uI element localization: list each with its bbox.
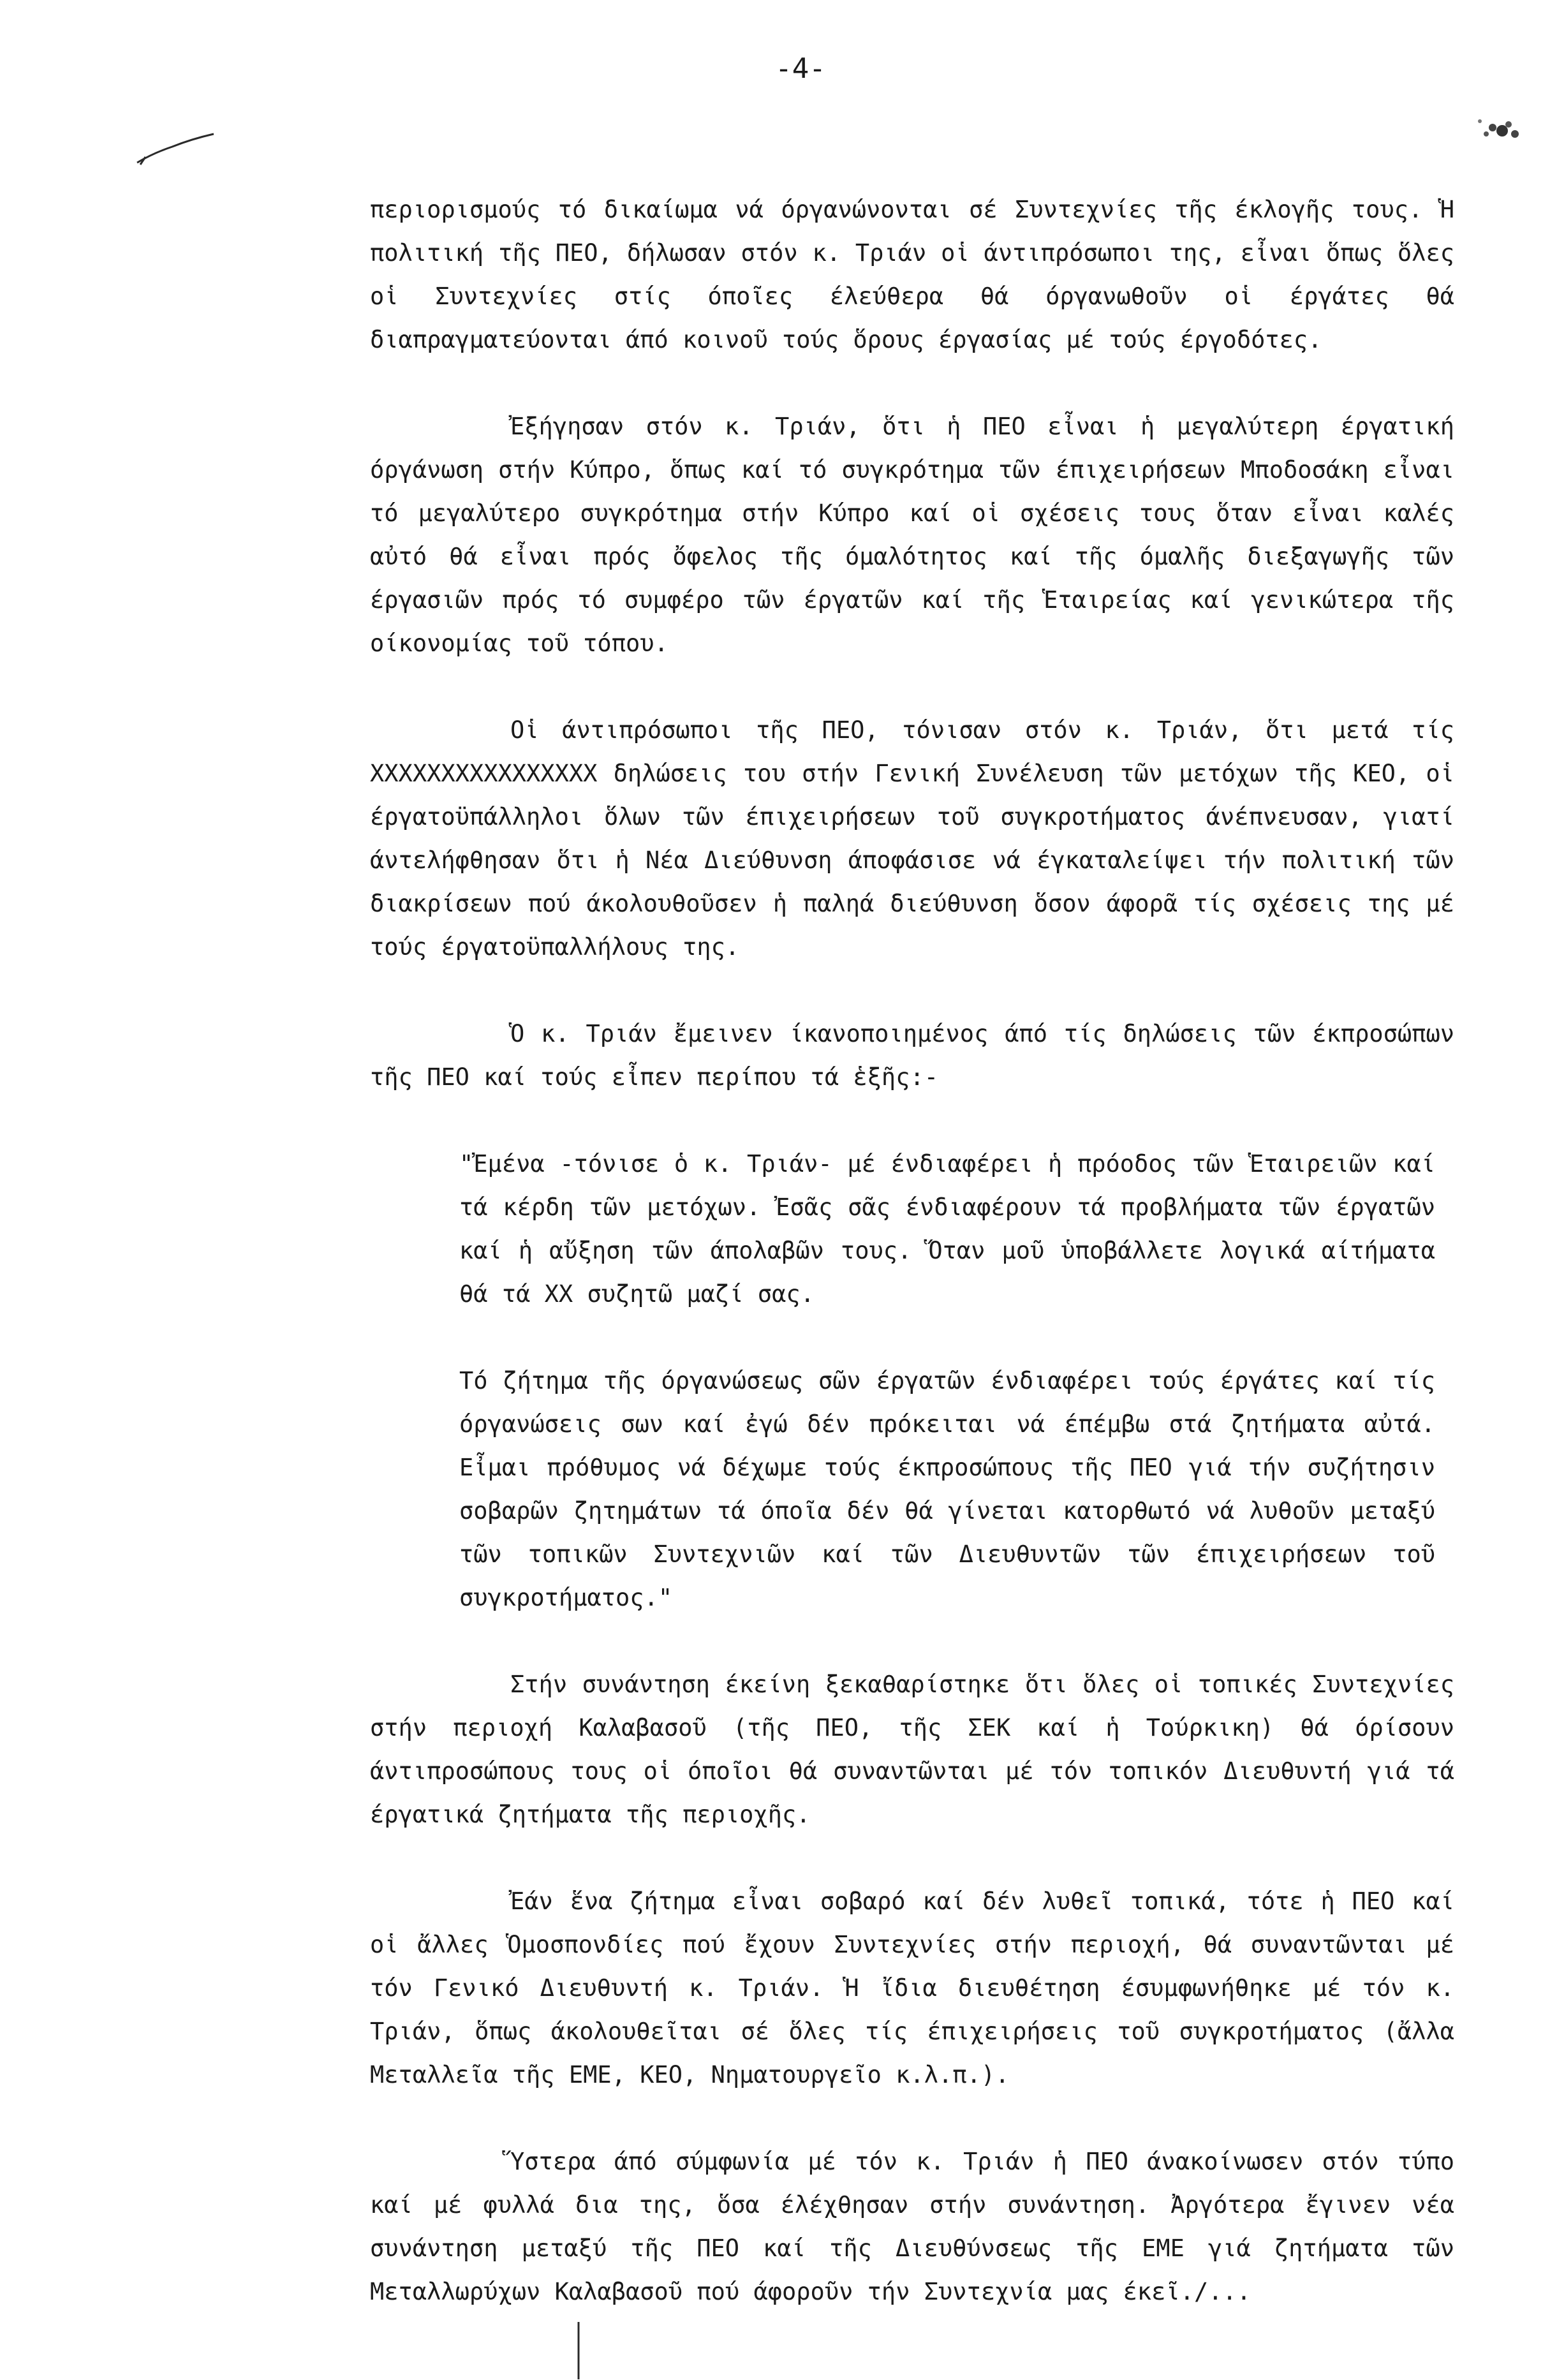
ink-stroke-bottom [575,2322,582,2379]
paragraph: Στήν συνάντηση έκείνη ξεκαθαρίστηκε ὅτι ὅλες οἱ τοπικές Συντεχνίες στήν περιοχή Καλαβασοῦ (τῆς ΠΕΟ, τῆς ΣΕΚ καί ἡ Τούρκικη) θά όρίσουν άντιπροσώπους τους οἱ όποῖοι θά συναντῶνται μέ τόν τοπικόν Διευθυντή γιά τά έργατικά ζητήματα τῆς περιοχῆς. [370,1671,1454,1828]
paragraph-continuation: περιορισμούς τό δικαίωμα νά όργανώνονται σέ Συντεχνίες τῆς έκλογῆς τους. Ἡ πολιτική τῆς ΠΕΟ, δήλωσαν στόν κ. Τριάν οἱ άντιπρόσωποι της, εἶναι ὅπως ὅλες οἱ Συντεχνίες στίς όποῖες έλεύθερα θά όργανωθοῦν οἱ έργάτες θά διαπραγματεύονται άπό κοινοῦ τούς ὅρους έργασίας μέ τούς έργοδότες. [370,196,1454,353]
block-quote [459,1142,1435,1620]
ink-mark-left [134,128,217,166]
paragraph: Οἱ άντιπρόσωποι τῆς ΠΕΟ, τόνισαν στόν κ. Τριάν, ὅτι μετά τίς ΧΧΧΧΧΧΧΧΧΧΧΧΧΧΧΧ δηλώσεις του στήν Γενική Συνέλευση τῶν μετόχων τῆς ΚΕΟ, οἱ έργατοϋπάλληλοι ὅλων τῶν έπιχειρήσεων τοῦ συγκροτήματος άνέπνευσαν, γιατί άντελήφθησαν ὅτι ἡ Νέα Διεύθυνση άποφάσισε νά έγκαταλείψει τήν πολιτική τῶν διακρίσεων πού άκολουθοῦσεν ἡ παληά διεύθυνση ὅσον άφορᾶ τίς σχέσεις της μέ τούς έργατοϋπαλλήλους της. [370,716,1454,961]
quote-paragraph: Τό ζήτημα τῆς όργανώσεως σῶν έργατῶν ένδιαφέρει τούς έργάτες καί τίς όργανώσεις σων καί ἐγώ δέν πρόκειται νά έπέμβω στά ζητήματα αὐτά. Εἶμαι πρόθυμος νά δέχωμε τούς έκπροσώπους τῆς ΠΕΟ γιά τήν συζήτησιν σοβαρῶν ζητημάτων τά όποῖα δέν θά γίνεται κατορθωτό νά λυθοῦν μεταξύ τῶν τοπικῶν Συντεχνιῶν καί τῶν Διευθυντῶν τῶν έπιχειρήσεων τοῦ συγκροτήματος." [459,1367,1435,1611]
ink-smudge-right [1448,96,1531,153]
document-body [370,188,1454,2314]
paragraph: Ἐάν ἕνα ζήτημα εἶναι σοβαρό καί δέν λυθεῖ τοπικά, τότε ἡ ΠΕΟ καί οἱ ἄλλες Ὁμοσπονδίες πού ἔχουν Συντεχνίες στήν περιοχή, θά συναντῶνται μέ τόν Γενικό Διευθυντή κ. Τριάν. Ἡ ἴδια διευθέτηση έσυμφωνήθηκε μέ τόν κ. Τριάν, ὅπως άκολουθεῖται σέ ὅλες τίς έπιχειρήσεις τοῦ συγκροτήματος (ἄλλα Μεταλλεῖα τῆς ΕΜΕ, ΚΕΟ, Νηματουργεῖο κ.λ.π.). [370,1888,1454,2088]
paragraph: Ἐξήγησαν στόν κ. Τριάν, ὅτι ἡ ΠΕΟ εἶναι ἡ μεγαλύτερη έργατική όργάνωση στήν Κύπρο, ὅπως καί τό συγκρότημα τῶν έπιχειρήσεων Μποδοσάκη εἶναι τό μεγαλύτερο συγκρότημα στήν Κύπρο καί οἱ σχέσεις τους ὅταν εἶναι καλές αὐτό θά εἶναι πρός ὄφελος τῆς όμαλότητος καί τῆς όμαλῆς διεξαγωγῆς τῶν έργασιῶν πρός τό συμφέρο τῶν έργατῶν καί τῆς Ἑταιρείας καί γενικώτερα τῆς οίκονομίας τοῦ τόπου. [370,413,1454,657]
paragraph: Ὁ κ. Τριάν ἔμεινεν ίκανοποιημένος άπό τίς δηλώσεις τῶν έκπροσώπων τῆς ΠΕΟ καί τούς εἶπεν περίπου τά ἑξῆς:- [370,1020,1454,1091]
page-number: -4- [775,52,826,85]
quote-paragraph: "Ἐμένα -τόνισε ὁ κ. Τριάν- μέ ένδιαφέρει ἡ πρόοδος τῶν Ἑταιρειῶν καί τά κέρδη τῶν μετόχων. Ἐσᾶς σᾶς ένδιαφέρουν τά προβλήματα τῶν έργατῶν καί ἡ αὔξηση τῶν άπολαβῶν τους. Ὅταν μοῦ ὑποβάλλετε λογικά αίτήματα θά τά ΧΧ συζητῶ μαζί σας. [459,1150,1435,1308]
paragraph-final: Ὕστερα άπό σύμφωνία μέ τόν κ. Τριάν ἡ ΠΕΟ άνακοίνωσεν στόν τύπο καί μέ φυλλά δια της, ὅσα έλέχθησαν στήν συνάντηση. Ἀργότερα ἔγινεν νέα συνάντηση μεταξύ τῆς ΠΕΟ καί τῆς Διευθύνσεως τῆς ΕΜΕ γιά ζητήματα τῶν Μεταλλωρύχων Καλαβασοῦ πού άφοροῦν τήν Συντεχνία μας έκεῖ./... [370,2148,1454,2305]
